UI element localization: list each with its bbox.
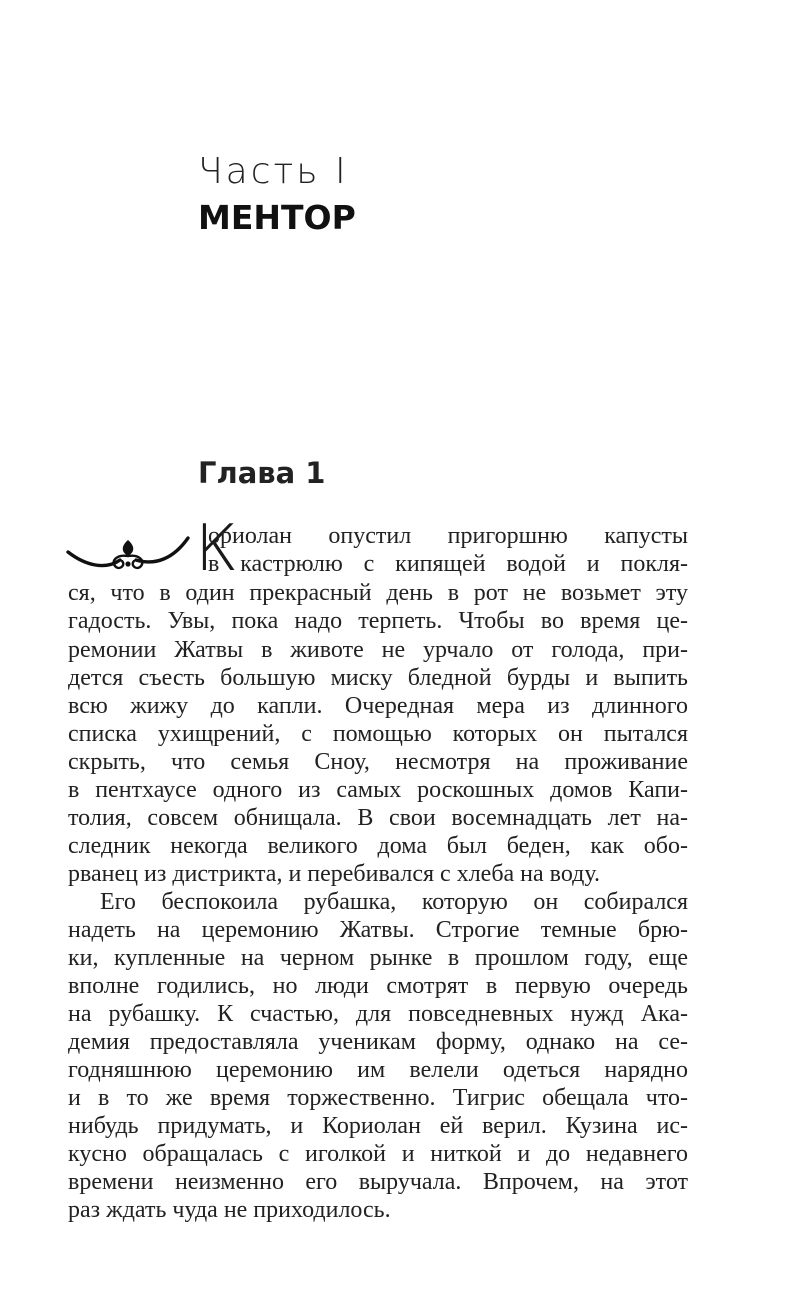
text-line: следник некогда великого дома был беден, как обо- <box>68 833 688 859</box>
text-line: скрыть, что семья Сноу, несмотря на проживание <box>68 749 688 775</box>
text-line: дется съесть большую миску бледной бурды и выпить <box>68 665 688 691</box>
chapter-title: Глава 1 <box>198 456 326 490</box>
text-line: ремонии Жатвы в животе не урчало от голода, при- <box>68 637 688 663</box>
text-line: времени неизменно его выручала. Впрочем, на этот <box>68 1169 688 1195</box>
text-line: и в то же время торжественно. Тигрис обещала что- <box>68 1085 688 1111</box>
text-line: ся, что в один прекрасный день в рот не возьмет эту <box>68 580 688 606</box>
text-line: кусно обращалась с иголкой и ниткой и до недавнего <box>68 1141 688 1167</box>
text-line: в кастрюлю с кипящей водой и покля- <box>208 551 688 577</box>
drop-cap: К <box>195 512 239 586</box>
text-line: вполне годились, но люди смотрят в первую очередь <box>68 973 688 999</box>
text-line: всю жижу до капли. Очередная мера из длинного <box>68 693 688 719</box>
text-line: в пентхаусе одного из самых роскошных домов Капи- <box>68 777 688 803</box>
part-number: Часть I <box>198 151 349 192</box>
text-line: ки, купленные на черном рынке в прошлом году, еще <box>68 945 688 971</box>
text-line: списка ухищрений, с помощью которых он пытался <box>68 721 688 747</box>
text-line: рванец из дистрикта, и перебивался с хлеба на воду. <box>68 861 600 887</box>
text-line: надеть на церемонию Жатвы. Строгие темные брю- <box>68 917 688 943</box>
text-line: гадость. Увы, пока надо терпеть. Чтобы во время це- <box>68 608 688 634</box>
text-line: раз ждать чуда не приходилось. <box>68 1197 391 1223</box>
ornament-icon <box>66 530 190 574</box>
text-line: демия предоставляла ученикам форму, однако на се- <box>68 1029 688 1055</box>
text-line: ориолан опустил пригоршню капусты <box>208 523 688 549</box>
part-title: МЕНТОР <box>198 198 356 237</box>
text-line: нибудь придумать, и Кориолан ей верил. Кузина ис- <box>68 1113 688 1139</box>
text-line: на рубашку. К счастью, для повседневных нужд Ака- <box>68 1001 688 1027</box>
text-line: толия, совсем обнищала. В свои восемнадцать лет на- <box>68 805 688 831</box>
text-line: Его беспокоила рубашка, которую он собирался <box>100 889 688 915</box>
text-line: годняшнюю церемонию им велели одеться нарядно <box>68 1057 688 1083</box>
